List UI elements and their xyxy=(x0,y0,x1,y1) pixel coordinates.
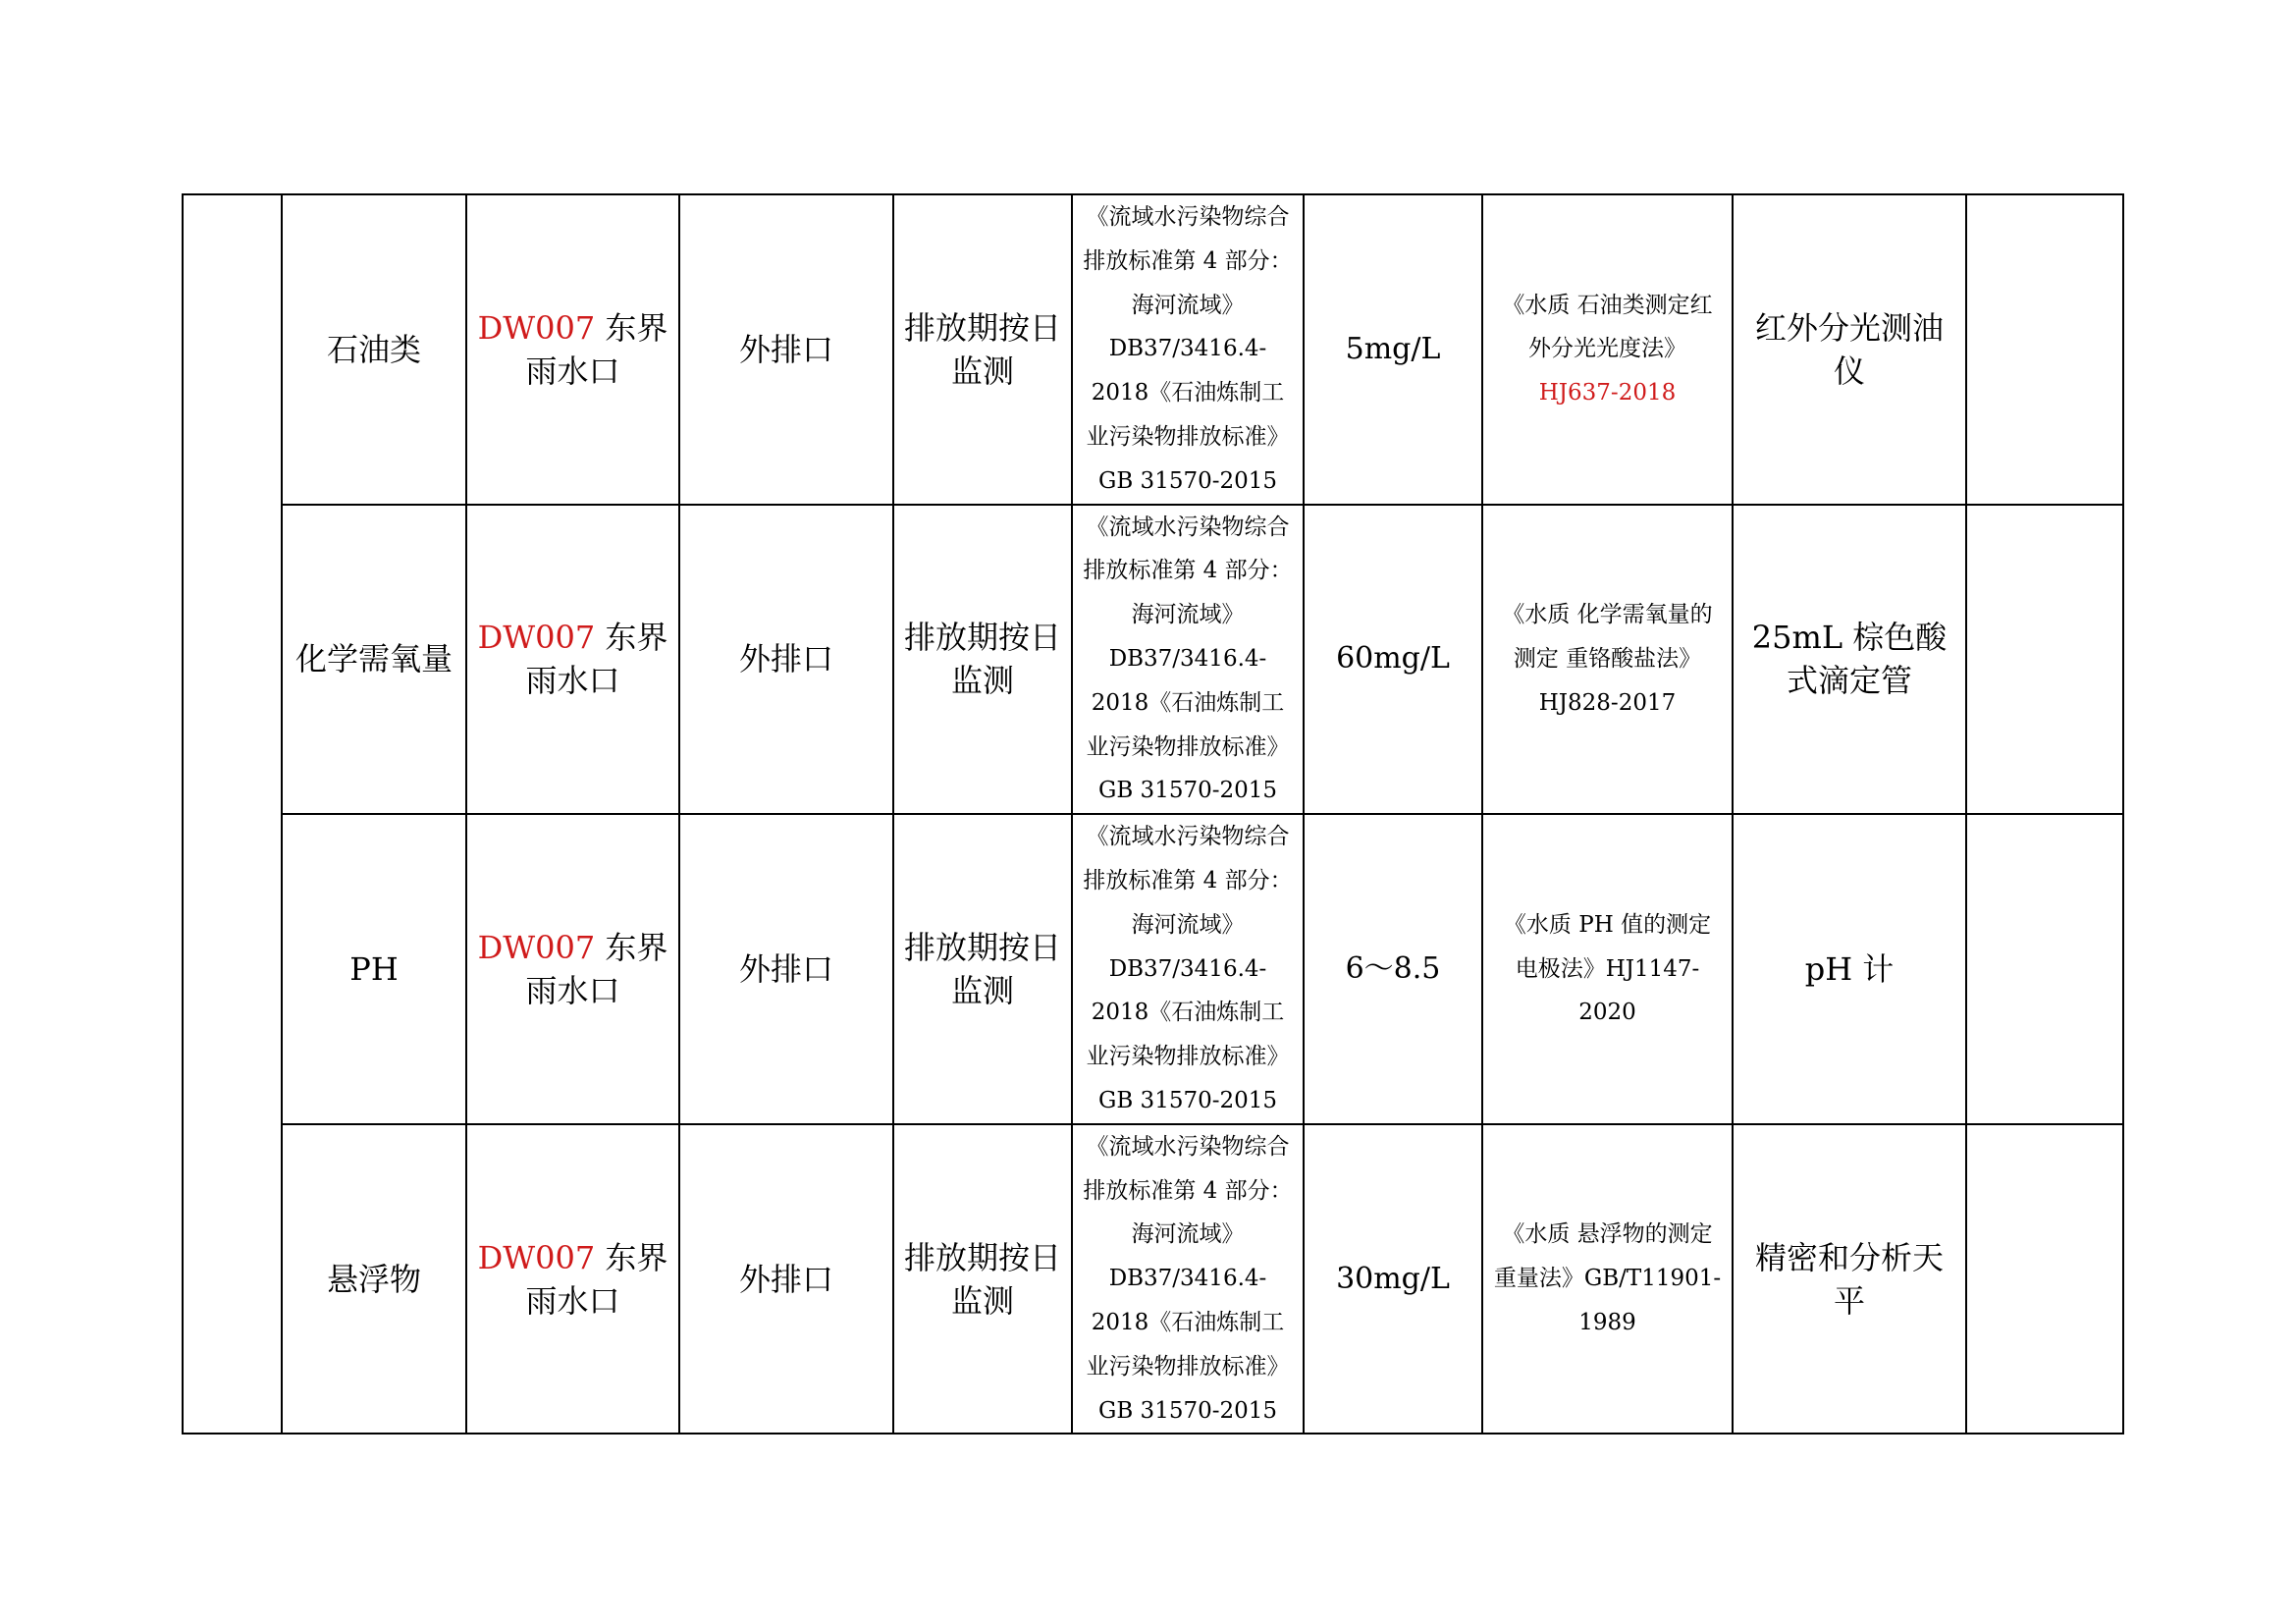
standard-cell: 《流域水污染物综合排放标准第 4 部分：海河流域》DB37/3416.4-2018《石油炼制工业污染物排放标准》GB 31570-2015 xyxy=(1072,194,1304,505)
remark-cell xyxy=(1966,814,2123,1124)
outlet-name: 东界雨水口 xyxy=(525,308,668,390)
frequency-cell: 排放期按日监测 xyxy=(893,505,1072,815)
outlet-name: 东界雨水口 xyxy=(525,928,668,1009)
outlet-type-cell: 外排口 xyxy=(679,194,893,505)
remark-cell xyxy=(1966,505,2123,815)
limit-cell: 5mg/L xyxy=(1304,194,1482,505)
limit-cell: 60mg/L xyxy=(1304,505,1482,815)
outlet-name: 东界雨水口 xyxy=(525,619,668,700)
method-text: 《水质 悬浮物的测定 重量法》GB/T11901-1989 xyxy=(1493,1221,1722,1335)
remark-cell xyxy=(1966,1124,2123,1435)
remark-cell xyxy=(1966,194,2123,505)
outlet-code: DW007 xyxy=(477,308,596,347)
limit-cell: 6～8.5 xyxy=(1304,814,1482,1124)
table-row xyxy=(183,505,2123,815)
limit-cell: 30mg/L xyxy=(1304,1124,1482,1435)
table-row xyxy=(183,1124,2123,1435)
standard-cell: 《流域水污染物综合排放标准第 4 部分：海河流域》DB37/3416.4-2018《石油炼制工业污染物排放标准》GB 31570-2015 xyxy=(1072,814,1304,1124)
method-cell xyxy=(1482,1124,1733,1435)
frequency-cell: 排放期按日监测 xyxy=(893,194,1072,505)
outlet-cell xyxy=(466,1124,679,1435)
instrument-cell: 红外分光测油仪 xyxy=(1733,194,1966,505)
method-cell xyxy=(1482,814,1733,1124)
outlet-cell xyxy=(466,814,679,1124)
outlet-name: 东界雨水口 xyxy=(525,1238,668,1320)
method-code: HJ637-2018 xyxy=(1538,380,1677,406)
pollutant-cell: 石油类 xyxy=(282,194,466,505)
outlet-type-cell: 外排口 xyxy=(679,1124,893,1435)
method-cell xyxy=(1482,194,1733,505)
pollutant-cell: 化学需氧量 xyxy=(282,505,466,815)
group-cell xyxy=(183,194,282,1434)
outlet-code: DW007 xyxy=(477,1238,596,1276)
instrument-cell: 精密和分析天平 xyxy=(1733,1124,1966,1435)
method-text: 《水质 PH 值的测定电极法》HJ1147-2020 xyxy=(1503,911,1712,1026)
frequency-cell: 排放期按日监测 xyxy=(893,814,1072,1124)
monitoring-table xyxy=(182,193,2124,1435)
pollutant-cell: 悬浮物 xyxy=(282,1124,466,1435)
outlet-cell xyxy=(466,505,679,815)
outlet-type-cell: 外排口 xyxy=(679,505,893,815)
method-cell xyxy=(1482,505,1733,815)
method-text: 《水质 化学需氧量的测定 重铬酸盐法》HJ828-2017 xyxy=(1502,602,1713,716)
instrument-cell: pH 计 xyxy=(1733,814,1966,1124)
table-row xyxy=(183,814,2123,1124)
standard-cell: 《流域水污染物综合排放标准第 4 部分：海河流域》DB37/3416.4-2018《石油炼制工业污染物排放标准》GB 31570-2015 xyxy=(1072,505,1304,815)
outlet-code: DW007 xyxy=(477,619,596,657)
outlet-type-cell: 外排口 xyxy=(679,814,893,1124)
outlet-cell xyxy=(466,194,679,505)
method-text: 《水质 石油类测定红外分光光度法》 xyxy=(1502,292,1713,362)
pollutant-cell: PH xyxy=(282,814,466,1124)
standard-cell: 《流域水污染物综合排放标准第 4 部分：海河流域》DB37/3416.4-2018《石油炼制工业污染物排放标准》GB 31570-2015 xyxy=(1072,1124,1304,1435)
table-row xyxy=(183,194,2123,505)
instrument-cell: 25mL 棕色酸式滴定管 xyxy=(1733,505,1966,815)
outlet-code: DW007 xyxy=(477,928,596,966)
frequency-cell: 排放期按日监测 xyxy=(893,1124,1072,1435)
